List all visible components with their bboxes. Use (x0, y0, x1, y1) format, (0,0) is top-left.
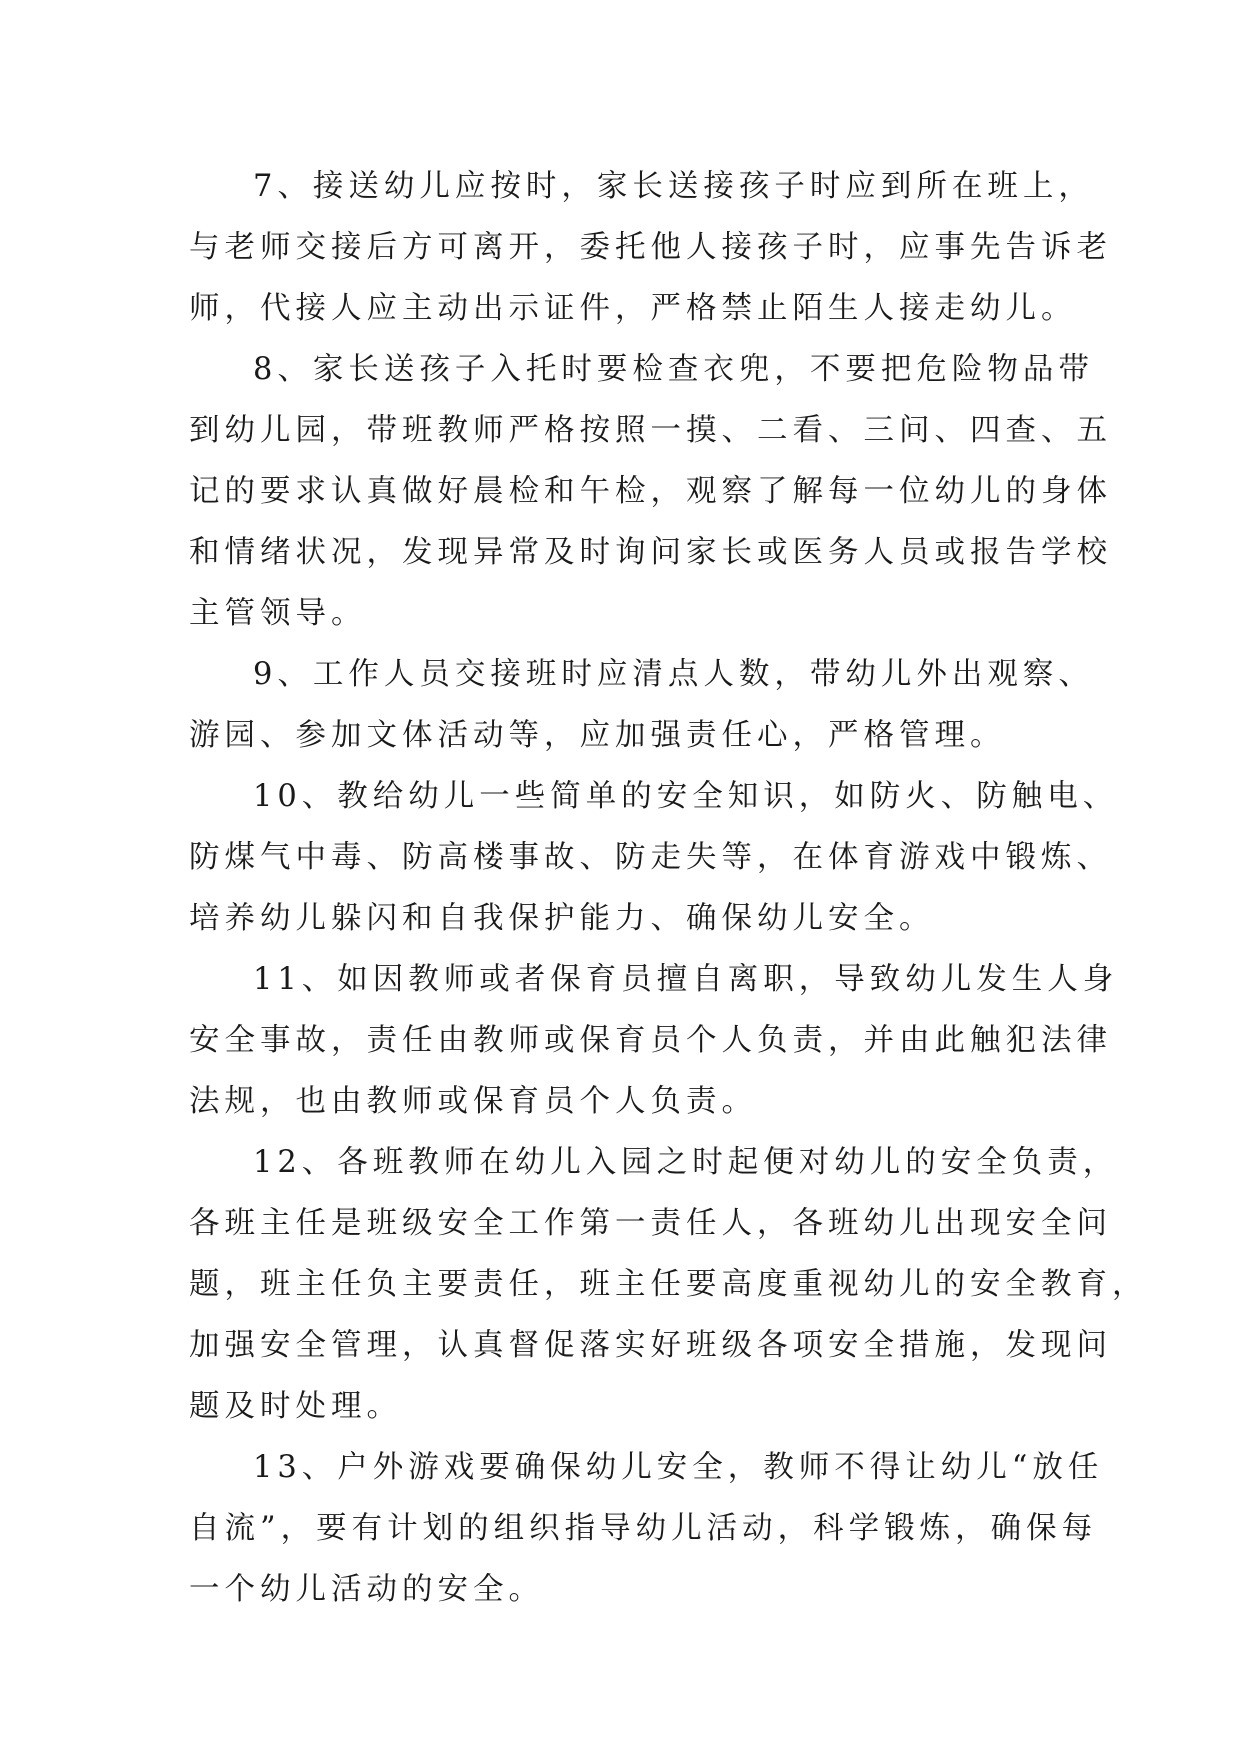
paragraph-line: 各班主任是班级安全工作第一责任人，各班幼儿出现安全问 (189, 1206, 1112, 1241)
paragraph-line: 题，班主任负主要责任，班主任要高度重视幼儿的安全教育， (189, 1267, 1148, 1302)
paragraph-10 (189, 766, 1119, 949)
paragraph-line: 13、户外游戏要确保幼儿安全，教师不得让幼儿“放任 (253, 1450, 1104, 1485)
paragraph-line: 和情绪状况，发现异常及时询问家长或医务人员或报告学校 (189, 535, 1112, 570)
paragraph-line: 10、教给幼儿一些简单的安全知识，如防火、防触电、 (253, 779, 1119, 814)
paragraph-line: 与老师交接后方可离开，委托他人接孩子时，应事先告诉老 (189, 230, 1112, 265)
paragraph-line: 加强安全管理，认真督促落实好班级各项安全措施，发现问 (189, 1328, 1112, 1363)
paragraph-line: 法规，也由教师或保育员个人负责。 (189, 1084, 757, 1119)
paragraph-line: 师，代接人应主动出示证件，严格禁止陌生人接走幼儿。 (189, 291, 1077, 326)
paragraph-line: 记的要求认真做好晨检和午检，观察了解每一位幼儿的身体 (189, 474, 1112, 509)
paragraph-line: 自流”，要有计划的组织指导幼儿活动，科学锻炼，确保每 (189, 1511, 1098, 1546)
paragraph-7 (189, 156, 1112, 339)
paragraph-line: 培养幼儿躲闪和自我保护能力、确保幼儿安全。 (189, 901, 935, 936)
paragraph-line: 主管领导。 (189, 596, 367, 631)
paragraph-8 (189, 339, 1112, 644)
paragraph-line: 12、各班教师在幼儿入园之时起便对幼儿的安全负责， (253, 1145, 1119, 1180)
paragraph-line: 题及时处理。 (189, 1389, 402, 1424)
paragraph-11 (189, 949, 1119, 1132)
paragraph-13 (189, 1437, 1104, 1620)
paragraph-line: 一个幼儿活动的安全。 (189, 1572, 544, 1607)
paragraph-line: 游园、参加文体活动等，应加强责任心，严格管理。 (189, 718, 1006, 753)
paragraph-line: 到幼儿园，带班教师严格按照一摸、二看、三问、四查、五 (189, 413, 1112, 448)
paragraph-line: 7、接送幼儿应按时，家长送接孩子时应到所在班上， (253, 169, 1094, 204)
paragraph-line: 9、工作人员交接班时应清点人数，带幼儿外出观察、 (253, 657, 1094, 692)
paragraph-12 (189, 1132, 1148, 1437)
paragraph-line: 11、如因教师或者保育员擅自离职，导致幼儿发生人身 (253, 962, 1119, 997)
paragraph-line: 安全事故，责任由教师或保育员个人负责，并由此触犯法律 (189, 1023, 1112, 1058)
paragraph-line: 8、家长送孩子入托时要检查衣兜，不要把危险物品带 (253, 352, 1094, 387)
paragraph-line: 防煤气中毒、防高楼事故、防走失等，在体育游戏中锻炼、 (189, 840, 1112, 875)
paragraph-9 (189, 644, 1094, 766)
